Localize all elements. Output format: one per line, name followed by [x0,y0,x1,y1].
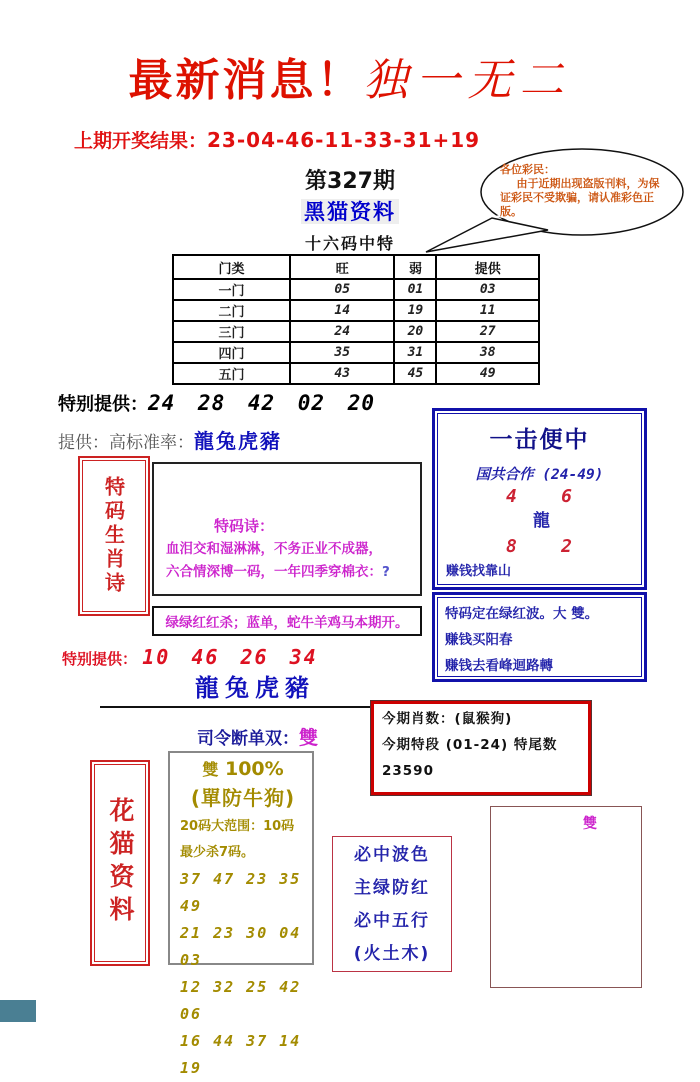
poem-line-2 [166,561,410,584]
cell-provide: 27 [436,321,539,342]
range-line: 20码大范围：10码 [180,819,295,834]
cell-category: 一门 [173,279,290,300]
zodiac-poem-side-title: 特码生肖诗 [101,476,126,596]
wave-line-1: 必中波色 [354,845,430,865]
cell-strong: 35 [290,342,394,363]
number-row: 21 23 30 04 03 [180,924,302,969]
special-provide-1 [58,390,375,416]
double-percent-line [180,757,306,782]
today-zodiac-value: (鼠猴狗) [454,711,513,727]
poem-line-2-text: 六合情深博一码，一年四季穿棉衣： [166,564,382,580]
commander-label: 司令断单双： [197,729,299,749]
cell-provide: 38 [436,342,539,363]
brand-name: 黑猫资料 [301,199,399,224]
tips-box [437,597,642,677]
cell-category: 四门 [173,342,290,363]
cell-category: 五门 [173,363,290,384]
special-code-poem-box [152,462,422,596]
one-hit-num-br: 2 [561,536,572,557]
number-row: 12 32 25 42 06 [180,978,302,1023]
zodiac-underline [100,706,403,708]
table-row [173,363,539,384]
special-provide-2 [62,645,318,669]
today-zodiac-label: 今期肖数： [382,711,455,727]
cell-weak: 20 [394,321,436,342]
four-zodiacs: 龍兔虎豬 [195,674,315,702]
one-hit-num-tr: 6 [561,486,572,507]
table-row [173,321,539,342]
cell-weak: 45 [394,363,436,384]
cell-strong: 05 [290,279,394,300]
page-title-part2: 独一无二 [363,55,572,106]
col-header-category: 门类 [173,255,290,279]
poem-line-1: 血泪交和湿淋淋，不务正业不成器， [166,541,382,557]
cell-strong: 24 [290,321,394,342]
one-hit-num-bl: 8 [506,536,517,557]
special-provide-1-label: 特别提供： [58,394,148,415]
wave-line-3: 必中五行 [354,911,430,931]
kill-colors-box: 绿绿红红杀；蓝单，蛇牛羊鸡马本期开。 [152,606,422,636]
kill-count-line: 最少杀7码。 [180,845,255,860]
col-header-provide: 提供 [436,255,539,279]
table-row [173,300,539,321]
cell-weak: 01 [394,279,436,300]
zodiac-poem-side-box [82,460,146,612]
notice-salutation: 各位彩民： [500,163,555,176]
cell-weak: 31 [394,342,436,363]
one-hit-num-tl: 4 [506,486,517,507]
special-provide-1-numbers: 24 28 42 02 20 [148,391,376,415]
double-mark: 雙 [202,760,219,779]
cell-weak: 19 [394,300,436,321]
today-info-box [371,701,591,795]
cell-category: 三门 [173,321,290,342]
wave-color-box [332,836,452,972]
provide-rate-zodiacs: 龍兔虎豬 [194,429,282,453]
brand-name-wrap [0,196,700,226]
cell-category: 二门 [173,300,290,321]
today-zodiac-line [382,706,582,732]
one-hit-subtitle: 国共合作 (24-49) [475,467,604,483]
wave-line-4: (火土木) [353,944,431,964]
special-provide-2-numbers: 10 46 26 34 [142,645,318,669]
table-row [173,279,539,300]
one-hit-box [437,413,642,585]
wave-line-2: 主绿防红 [354,878,430,898]
cell-provide: 49 [436,363,539,384]
tips-line-1: 特码定在绿红波。大 雙。 [445,606,599,622]
page-title [0,44,700,108]
table-title: 十六码中特 [304,234,395,253]
cell-provide: 11 [436,300,539,321]
flower-cat-box [94,764,146,962]
one-hit-title: 一击便中 [489,426,590,453]
tips-line-3: 赚钱去看峰迴路轉 [445,658,553,674]
number-row: 37 47 23 35 49 [180,870,302,915]
last-draw-numbers: 23-04-46-11-33-31+19 [207,128,481,152]
commander-value: 雙 [299,727,319,749]
double-percent-box [168,751,314,1077]
cell-strong: 43 [290,363,394,384]
tips-line-2: 赚钱买阳春 [445,632,513,648]
number-row: 16 44 37 14 19 [180,1032,302,1077]
poem-label: 特码诗： [214,517,275,535]
special-provide-2-label: 特别提供： [62,650,138,668]
issue-number: 第327期 [305,169,395,194]
today-segment-line: 今期特段 (01-24) 特尾数 23590 [382,737,558,779]
one-hit-bottom-numbers [506,534,572,559]
cell-provide: 03 [436,279,539,300]
double-pct: 100% [224,758,284,780]
col-header-strong: 旺 [290,255,394,279]
one-hit-top-numbers [506,484,572,509]
col-header-weak: 弱 [394,255,436,279]
provide-rate-label: 提供：高标准率： [58,433,194,453]
one-hit-center-zodiac: 龍 [533,511,550,531]
provide-rate-line [58,425,282,454]
poem-question-mark: ? [382,564,390,580]
table-header-row [173,255,539,279]
sixteen-code-table [172,254,540,385]
one-hit-footer: 赚钱找靠山 [446,564,512,579]
last-draw-label: 上期开奖结果： [74,130,208,152]
page-title-part1: 最新消息！ [128,55,364,106]
guard-zodiacs-line: (單防牛狗) [190,786,296,810]
flower-cat-title: 花猫资料 [106,797,135,929]
table-row [173,342,539,363]
commander-odd-even-line [197,723,318,750]
magenta-mark: 雙 [583,816,597,832]
empty-bottom-right-box [490,806,642,988]
corner-accent-bar [0,1000,36,1022]
notice-body: 由于近期出现盗版刊料，为保证彩民不受欺骗，请认准彩色正版。 [500,177,660,218]
cell-strong: 14 [290,300,394,321]
